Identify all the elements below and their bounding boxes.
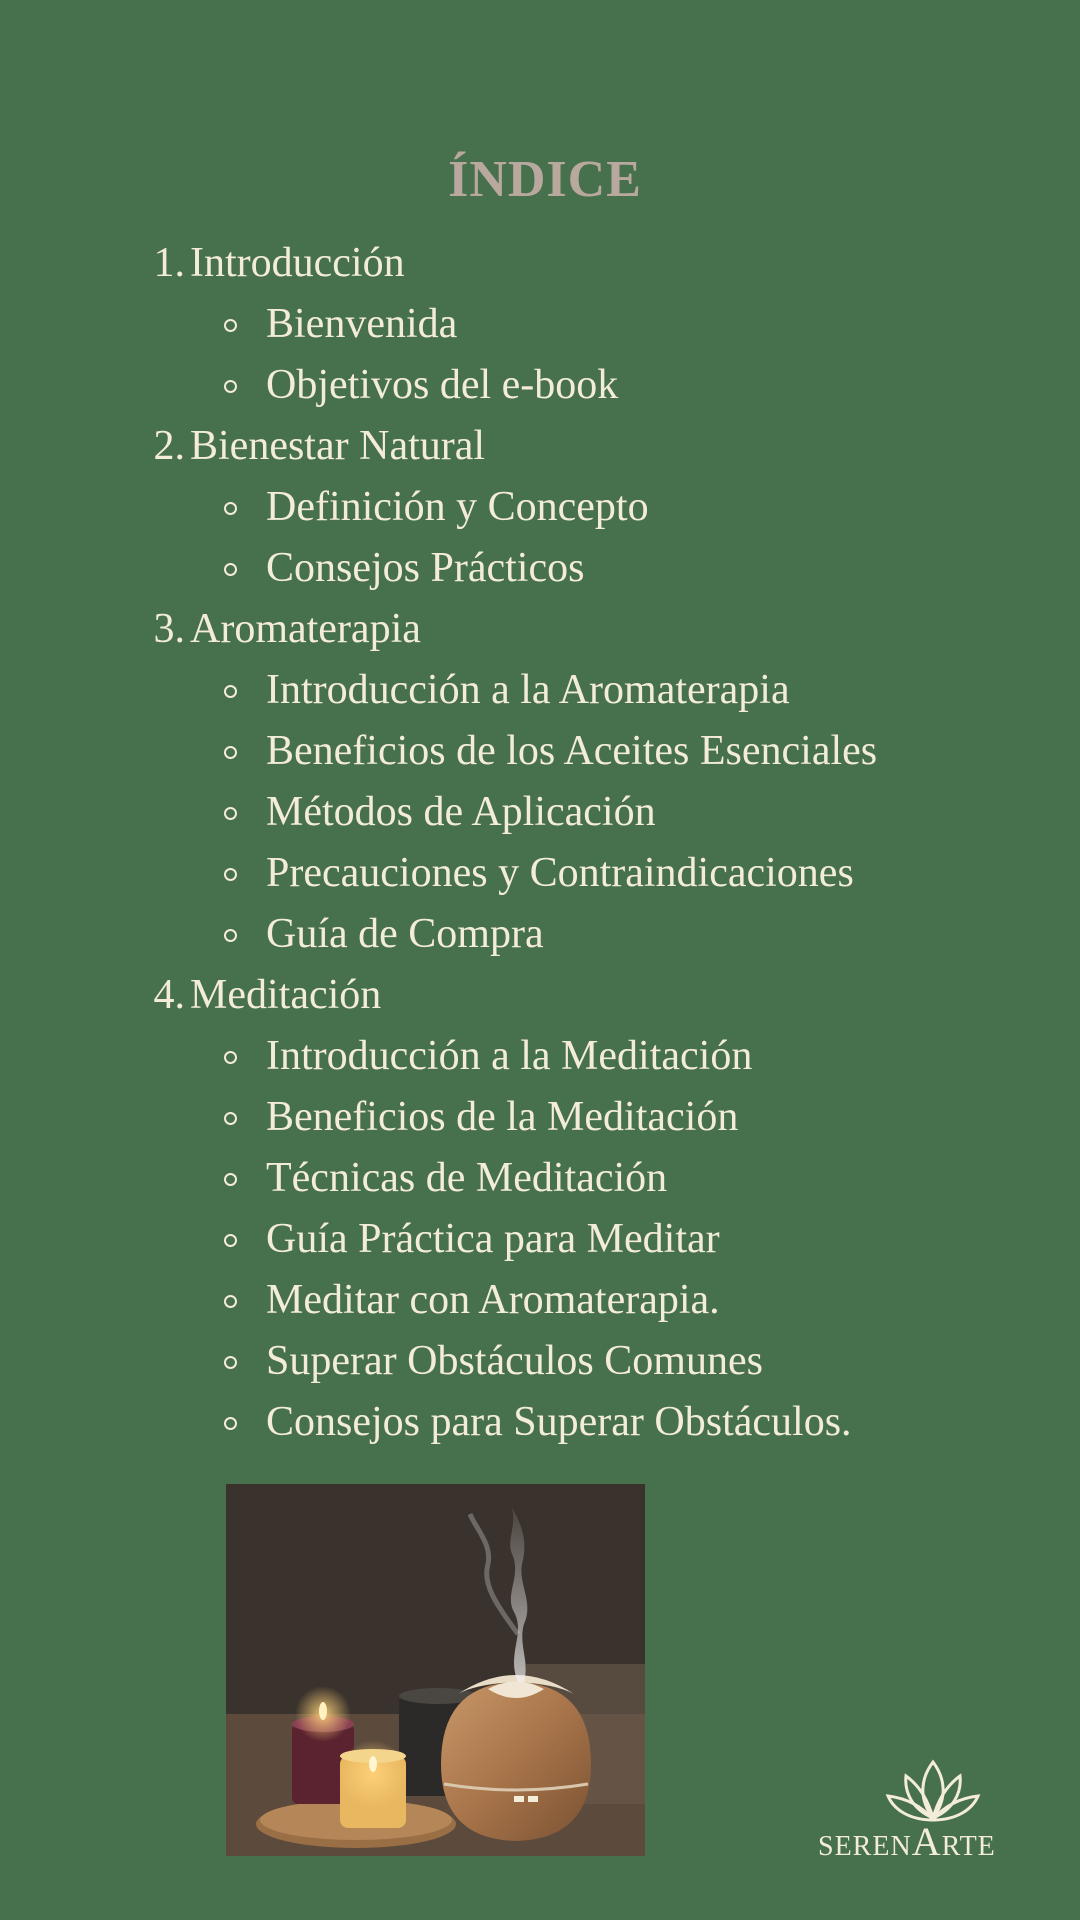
toc-subitem-label: Precauciones y Contraindicaciones [266, 850, 854, 896]
toc-section-label: Introducción [190, 240, 405, 286]
toc-section-number: 2. [153, 423, 185, 469]
toc-subitem-label: Guía de Compra [266, 911, 544, 957]
toc-subitem[interactable] [0, 1331, 1080, 1392]
toc-subitem-label: Consejos para Superar Obstáculos. [266, 1399, 852, 1445]
toc-subitem[interactable] [0, 1392, 1080, 1453]
logo-text-a: A [911, 1819, 942, 1864]
toc-subitem-label: Beneficios de los Aceites Esenciales [266, 728, 878, 774]
toc-subitem[interactable] [0, 294, 1080, 355]
toc-subitem-label: Meditar con Aromaterapia. [266, 1277, 720, 1323]
bullet-icon [224, 380, 237, 393]
logo-text-rte: RTE [941, 1831, 996, 1862]
bullet-icon [224, 746, 237, 759]
toc-section-number: 4. [153, 972, 185, 1018]
toc-subitem[interactable] [0, 1270, 1080, 1331]
logo-text-seren: SEREN [818, 1831, 912, 1862]
toc-subitem-label: Introducción a la Aromaterapia [266, 667, 790, 713]
bullet-icon [224, 929, 237, 942]
toc-section[interactable] [0, 233, 1080, 294]
bullet-icon [224, 1173, 237, 1186]
toc-subitem[interactable] [0, 843, 1080, 904]
toc-subitem-label: Métodos de Aplicación [266, 789, 656, 835]
toc-subitem[interactable] [0, 538, 1080, 599]
toc-subitem[interactable] [0, 660, 1080, 721]
toc-subitem-label: Técnicas de Meditación [266, 1155, 668, 1201]
toc-subitem[interactable] [0, 782, 1080, 843]
bullet-icon [224, 1295, 237, 1308]
toc-subitem[interactable] [0, 1026, 1080, 1087]
toc-subitem-label: Definición y Concepto [266, 484, 649, 530]
bullet-icon [224, 563, 237, 576]
bullet-icon [224, 1112, 237, 1125]
serenarte-logo [818, 1758, 1008, 1888]
toc-section[interactable] [0, 965, 1080, 1026]
toc-subitem[interactable] [0, 1087, 1080, 1148]
bullet-icon [224, 1051, 237, 1064]
toc-subitem-label: Guía Práctica para Meditar [266, 1216, 720, 1262]
toc-subitem[interactable] [0, 477, 1080, 538]
bullet-icon [224, 1356, 237, 1369]
aroma-diffuser-photo [226, 1484, 645, 1856]
toc-subitem[interactable] [0, 1209, 1080, 1270]
bullet-icon [224, 1417, 237, 1430]
page-title: ÍNDICE [448, 151, 642, 208]
toc-section-number: 3. [153, 606, 185, 652]
toc-section[interactable] [0, 599, 1080, 660]
toc-subitem[interactable] [0, 1148, 1080, 1209]
toc-section-number: 1. [153, 240, 185, 286]
toc-section-label: Bienestar Natural [190, 423, 486, 469]
toc-subitem-label: Bienvenida [266, 301, 458, 347]
toc-subitem[interactable] [0, 904, 1080, 965]
toc-section[interactable] [0, 416, 1080, 477]
toc-subitem-label: Consejos Prácticos [266, 545, 585, 591]
toc-subitem-label: Introducción a la Meditación [266, 1033, 753, 1079]
bullet-icon [224, 685, 237, 698]
toc-subitem-label: Superar Obstáculos Comunes [266, 1338, 763, 1384]
bullet-icon [224, 807, 237, 820]
toc-subitem[interactable] [0, 355, 1080, 416]
bullet-icon [224, 1234, 237, 1247]
toc-section-label: Aromaterapia [190, 606, 421, 652]
toc-subitem-label: Beneficios de la Meditación [266, 1094, 739, 1140]
table-of-contents [0, 233, 1080, 1453]
bullet-icon [224, 868, 237, 881]
toc-subitem-label: Objetivos del e-book [266, 362, 619, 408]
bullet-icon [224, 319, 237, 332]
toc-subitem[interactable] [0, 721, 1080, 782]
toc-section-label: Meditación [190, 972, 382, 1018]
bullet-icon [224, 502, 237, 515]
